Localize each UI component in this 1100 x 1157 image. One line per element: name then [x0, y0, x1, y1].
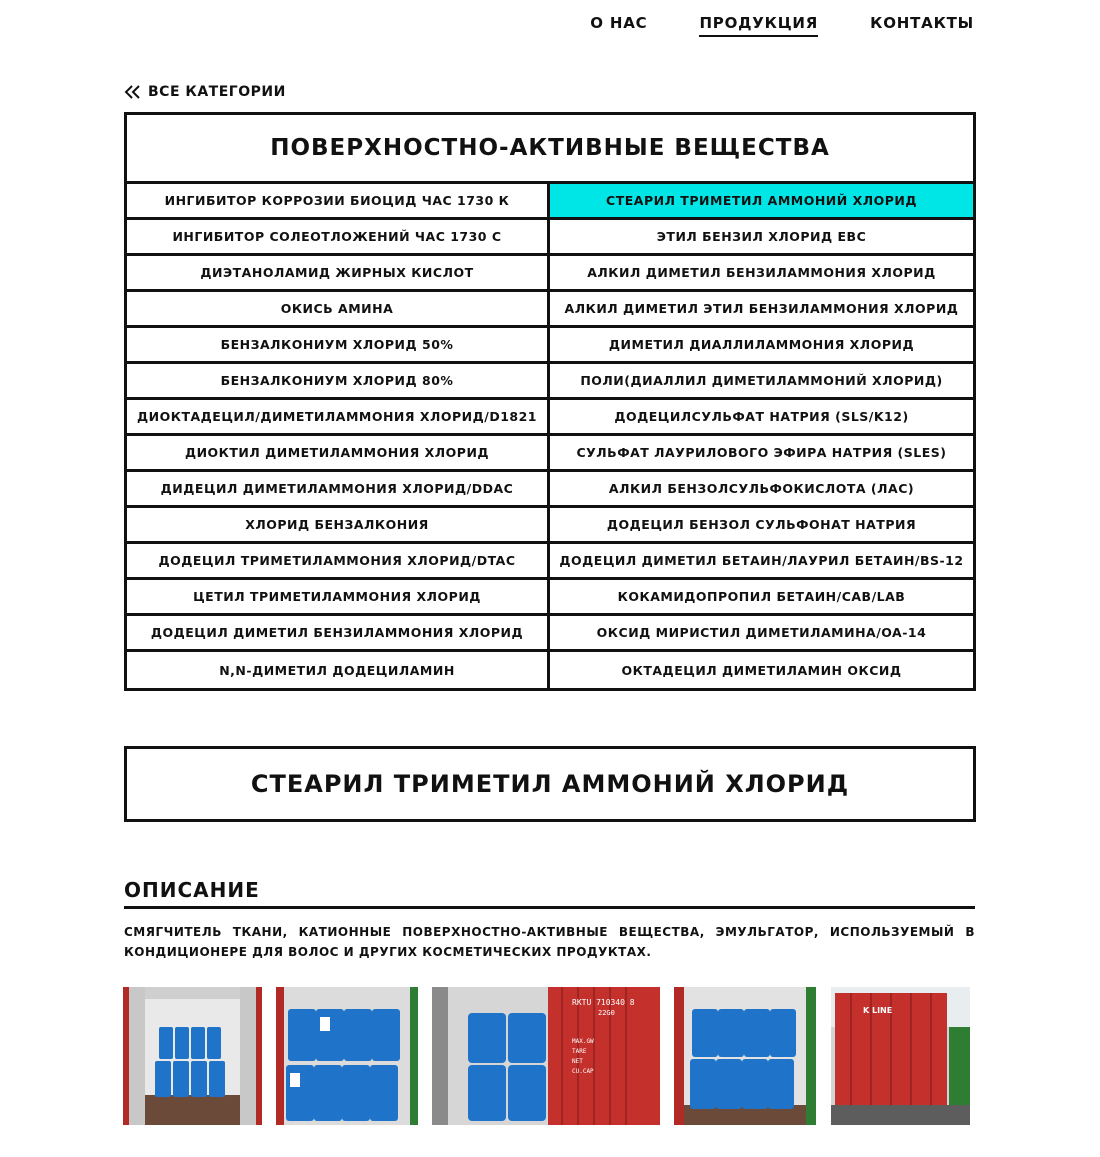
category-item[interactable]: ДИДЕЦИЛ ДИМЕТИЛАММОНИЯ ХЛОРИД/DDAC [127, 472, 550, 508]
category-item[interactable]: СТЕАРИЛ ТРИМЕТИЛ АММОНИЙ ХЛОРИД [550, 184, 973, 220]
category-item[interactable]: ИНГИБИТОР СОЛЕОТЛОЖЕНИЙ ЧАС 1730 С [127, 220, 550, 256]
top-nav [590, 14, 974, 37]
category-item[interactable]: ДОДЕЦИЛ ДИМЕТИЛ БЕТАИН/ЛАУРИЛ БЕТАИН/BS-12 [550, 544, 973, 580]
category-item[interactable]: ДОДЕЦИЛ ТРИМЕТИЛАММОНИЯ ХЛОРИД/DTAC [127, 544, 550, 580]
svg-text:K LINE: K LINE [863, 1006, 893, 1015]
category-item[interactable]: ДИМЕТИЛ ДИАЛЛИЛАММОНИЯ ХЛОРИД [550, 328, 973, 364]
photo-container-closed[interactable] [831, 987, 970, 1125]
category-item[interactable]: ДОДЕЦИЛСУЛЬФАТ НАТРИЯ (SLS/K12) [550, 400, 973, 436]
nav-contacts[interactable]: КОНТАКТЫ [870, 14, 974, 32]
category-item[interactable]: ОКСИД МИРИСТИЛ ДИМЕТИЛАМИНА/OA-14 [550, 616, 973, 652]
category-item[interactable]: ДИОКТИЛ ДИМЕТИЛАММОНИЯ ХЛОРИД [127, 436, 550, 472]
photo-container-drums-3[interactable] [432, 987, 660, 1125]
category-item[interactable]: АЛКИЛ ДИМЕТИЛ ЭТИЛ БЕНЗИЛАММОНИЯ ХЛОРИД [550, 292, 973, 328]
nav-about[interactable]: О НАС [590, 14, 648, 32]
category-item[interactable]: ЦЕТИЛ ТРИМЕТИЛАММОНИЯ ХЛОРИД [127, 580, 550, 616]
category-item[interactable]: ПОЛИ(ДИАЛЛИЛ ДИМЕТИЛАММОНИЙ ХЛОРИД) [550, 364, 973, 400]
photo-container-drums-2[interactable] [276, 987, 418, 1125]
nav-products[interactable]: ПРОДУКЦИЯ [699, 14, 818, 37]
category-item[interactable]: ОКТАДЕЦИЛ ДИМЕТИЛАМИН ОКСИД [621, 662, 902, 678]
category-item[interactable]: АЛКИЛ ДИМЕТИЛ БЕНЗИЛАММОНИЯ ХЛОРИД [550, 256, 973, 292]
description-text: СМЯГЧИТЕЛЬ ТКАНИ, КАТИОННЫЕ ПОВЕРХНОСТНО-АКТИВНЫЕ ВЕЩЕСТВА, ЭМУЛЬГАТОР, ИСПОЛЬЗУЕМЫЙ В КОНДИЦИОНЕРЕ ДЛЯ ВОЛОС И ДРУГИХ КОСМЕТИЧЕСКИХ ПРОДУКТАХ. [124, 925, 975, 959]
double-chevron-left-icon [124, 84, 142, 100]
svg-text:22G0: 22G0 [598, 1009, 615, 1017]
category-item[interactable]: БЕНЗАЛКОНИУМ ХЛОРИД 50% [127, 328, 550, 364]
category-item[interactable]: ДОДЕЦИЛ ДИМЕТИЛ БЕНЗИЛАММОНИЯ ХЛОРИД [127, 616, 550, 652]
category-grid [127, 184, 973, 688]
svg-text:RKTU 710340 8: RKTU 710340 8 [572, 998, 635, 1007]
category-item[interactable]: СУЛЬФАТ ЛАУРИЛОВОГО ЭФИРА НАТРИЯ (SLES) [550, 436, 973, 472]
category-item[interactable]: N,N-ДИМЕТИЛ ДОДЕЦИЛАМИН [127, 652, 550, 688]
category-title: ПОВЕРХНОСТНО-АКТИВНЫЕ ВЕЩЕСТВА [127, 115, 973, 184]
description-heading: ОПИСАНИЕ [124, 878, 975, 909]
all-categories-label: ВСЕ КАТЕГОРИИ [148, 84, 286, 100]
category-item[interactable]: ДИЭТАНОЛАМИД ЖИРНЫХ КИСЛОТ [127, 256, 550, 292]
category-item[interactable]: ИНГИБИТОР КОРРОЗИИ БИОЦИД ЧАС 1730 К [127, 184, 550, 220]
category-item[interactable]: КОКАМИДОПРОПИЛ БЕТАИН/CAB/LAB [550, 580, 973, 616]
category-table [124, 112, 976, 691]
category-item[interactable]: БЕНЗАЛКОНИУМ ХЛОРИД 80% [127, 364, 550, 400]
category-item[interactable]: ОКИСЬ АМИНА [127, 292, 550, 328]
category-item[interactable]: ХЛОРИД БЕНЗАЛКОНИЯ [127, 508, 550, 544]
category-item[interactable]: ЭТИЛ БЕНЗИЛ ХЛОРИД EBC [550, 220, 973, 256]
svg-text:MAX.GW: MAX.GW [572, 1038, 594, 1045]
category-item[interactable]: АЛКИЛ БЕНЗОЛСУЛЬФОКИСЛОТА (ЛАС) [550, 472, 973, 508]
svg-text:NET: NET [572, 1058, 583, 1065]
all-categories-link[interactable] [124, 84, 286, 100]
photo-container-drums-4[interactable] [674, 987, 816, 1125]
category-item[interactable]: ДОДЕЦИЛ БЕНЗОЛ СУЛЬФОНАТ НАТРИЯ [550, 508, 973, 544]
svg-text:CU.CAP: CU.CAP [572, 1068, 594, 1075]
category-item[interactable]: ДИОКТАДЕЦИЛ/ДИМЕТИЛАММОНИЯ ХЛОРИД/D1821 [127, 400, 550, 436]
photo-container-drums-1[interactable] [123, 987, 262, 1125]
svg-text:TARE: TARE [572, 1048, 587, 1055]
product-title: СТЕАРИЛ ТРИМЕТИЛ АММОНИЙ ХЛОРИД [124, 746, 976, 822]
